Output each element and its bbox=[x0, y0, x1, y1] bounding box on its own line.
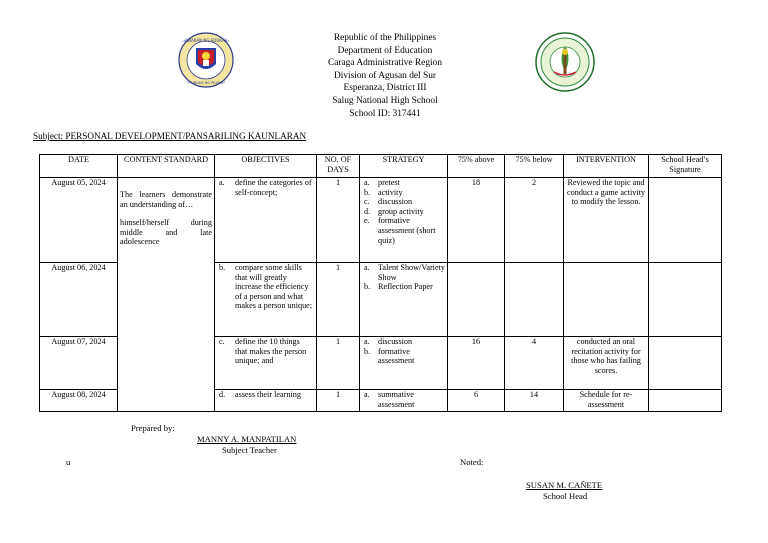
signature-cell bbox=[649, 263, 722, 337]
strategy-item: Talent Show/Variety Show bbox=[378, 263, 445, 282]
strategy-item: summative assessment bbox=[378, 390, 415, 409]
intervention-cell: Reviewed the topic and conduct a game activity to modify the lesson. bbox=[564, 178, 649, 263]
lesson-table bbox=[39, 154, 722, 412]
header-content-standard: CONTENT STANDARD bbox=[118, 155, 215, 178]
intervention-cell bbox=[564, 263, 649, 337]
below-cell: 14 bbox=[505, 390, 564, 412]
objective-text: define the categories of self-concept; bbox=[235, 178, 312, 197]
content-standard-text: himself/herself during middle and late adolescence bbox=[120, 218, 212, 247]
intervention-cell: conducted an oral recitation activity for those who has failing scores. bbox=[564, 337, 649, 390]
date-cell: August 06, 2024 bbox=[40, 263, 118, 337]
letterhead-line: Department of Education bbox=[337, 45, 433, 56]
content-standard-cell bbox=[118, 178, 215, 412]
header-above: 75% above bbox=[448, 155, 505, 178]
teacher-title: Subject Teacher bbox=[222, 445, 277, 455]
days-cell: 1 bbox=[317, 263, 360, 337]
signature-cell bbox=[649, 337, 722, 390]
strategy-item: formative assessment (short quiz) bbox=[378, 216, 436, 245]
list-marker: b. bbox=[364, 282, 371, 292]
letterhead-line: Division of Agusan del Sur bbox=[333, 70, 437, 81]
signature-cell bbox=[649, 178, 722, 263]
intervention-cell: Schedule for re-assessment bbox=[564, 390, 649, 412]
list-marker: b. bbox=[219, 263, 226, 272]
header-strategy: STRATEGY bbox=[360, 155, 448, 178]
above-cell: 18 bbox=[448, 178, 505, 263]
header-below: 75% below bbox=[505, 155, 564, 178]
header-days: NO. OF DAYS bbox=[317, 155, 360, 178]
strategy-item: formative assessment bbox=[378, 346, 415, 366]
objective-cell bbox=[215, 263, 317, 337]
letterhead-line: School ID: 317441 bbox=[349, 108, 421, 119]
prepared-label: Prepared by: bbox=[131, 423, 175, 433]
below-cell: 2 bbox=[505, 178, 564, 263]
date-cell: August 07, 2024 bbox=[40, 337, 118, 390]
strategy-item: group activity bbox=[378, 206, 424, 216]
letterhead-line: Republic of the Philippines bbox=[333, 33, 437, 43]
strategy-item: Reflection Paper bbox=[378, 282, 433, 292]
list-marker: b. bbox=[364, 346, 371, 356]
header-intervention: INTERVENTION bbox=[564, 155, 649, 178]
days-cell: 1 bbox=[317, 337, 360, 390]
list-marker: e. bbox=[364, 216, 370, 226]
letterhead-line: Caraga Administrative Region bbox=[327, 58, 443, 69]
head-title: School Head bbox=[543, 491, 588, 501]
strategy-item: activity bbox=[378, 187, 403, 197]
list-marker: d. bbox=[219, 390, 226, 399]
list-marker: c. bbox=[364, 197, 370, 207]
signature-cell bbox=[649, 390, 722, 412]
below-cell bbox=[505, 263, 564, 337]
strategy-item: discussion bbox=[378, 337, 413, 346]
noted-label: Noted: bbox=[460, 457, 484, 467]
table-header-row bbox=[40, 155, 722, 178]
above-cell: 16 bbox=[448, 337, 505, 390]
objective-cell bbox=[215, 390, 317, 412]
subject-title: Subject: PERSONAL DEVELOPMENT/PANSARILING KAUNLARAN bbox=[33, 131, 307, 141]
letterhead-line: Salug National High School bbox=[332, 95, 438, 106]
objective-text: compare some skills that will greatly increase the efficiency of a person and what makes a person unique; bbox=[235, 263, 313, 311]
letterhead bbox=[300, 32, 470, 120]
strategy-item: discussion bbox=[378, 197, 413, 207]
strategy-cell bbox=[360, 178, 448, 263]
list-marker: a. bbox=[364, 263, 370, 272]
header-objectives: OBJECTIVES bbox=[215, 155, 317, 178]
list-marker: d. bbox=[364, 206, 371, 216]
list-marker: a. bbox=[364, 337, 370, 346]
deped-seal-logo bbox=[174, 32, 238, 88]
objective-cell bbox=[215, 178, 317, 263]
content-standard-text: The learners demonstrate an understanding of… bbox=[120, 190, 212, 209]
above-cell: 6 bbox=[448, 390, 505, 412]
svg-text:KAGAWARAN NG EDUKASYON: KAGAWARAN NG EDUKASYON bbox=[176, 38, 236, 43]
header-date: DATE bbox=[40, 155, 118, 178]
stray-mark: u bbox=[66, 457, 71, 467]
below-cell: 4 bbox=[505, 337, 564, 390]
above-cell bbox=[448, 263, 505, 337]
days-cell: 1 bbox=[317, 178, 360, 263]
head-name: SUSAN M. CAÑETE bbox=[526, 480, 603, 490]
objective-text: define the 10 things that makes the person unique; and bbox=[235, 337, 307, 366]
school-seal-logo bbox=[534, 32, 596, 92]
strategy-cell bbox=[360, 337, 448, 390]
objective-text: assess their learning bbox=[235, 390, 301, 399]
date-cell: August 08, 2024 bbox=[40, 390, 118, 412]
date-cell: August 05, 2024 bbox=[40, 178, 118, 263]
list-marker: c. bbox=[219, 337, 225, 346]
objective-cell bbox=[215, 337, 317, 390]
strategy-cell bbox=[360, 390, 448, 412]
header-signature: School Head’s Signature bbox=[649, 155, 722, 178]
strategy-item: pretest bbox=[378, 178, 400, 187]
days-cell: 1 bbox=[317, 390, 360, 412]
table-row bbox=[40, 178, 722, 263]
teacher-name: MANNY A. MANPATILAN bbox=[197, 434, 297, 444]
list-marker: a. bbox=[364, 178, 370, 187]
letterhead-line: Esperanza, District III bbox=[343, 83, 427, 94]
list-marker: a. bbox=[364, 390, 370, 399]
strategy-cell bbox=[360, 263, 448, 337]
list-marker: a. bbox=[219, 178, 225, 187]
svg-text:REPUBLIKA NG PILIPINAS: REPUBLIKA NG PILIPINAS bbox=[184, 81, 228, 85]
list-marker: b. bbox=[364, 187, 371, 197]
